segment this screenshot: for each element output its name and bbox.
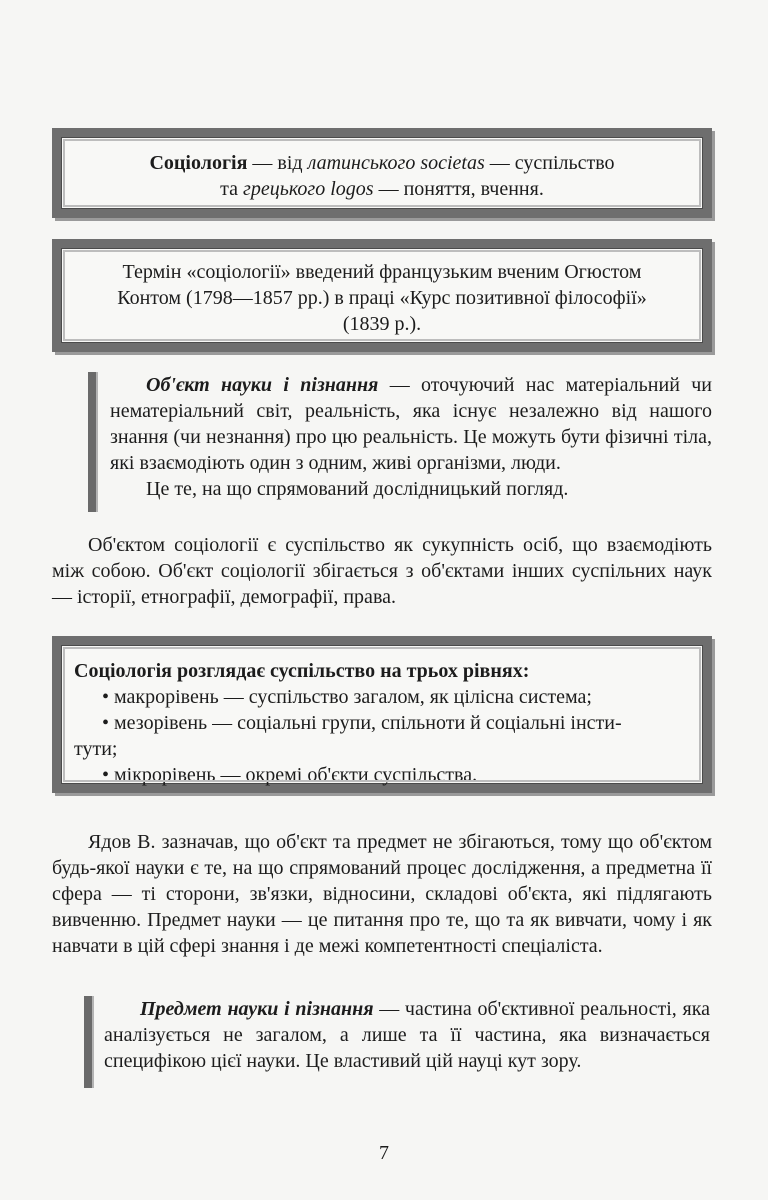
term-sociology: Соціологія bbox=[149, 152, 248, 174]
object-definition-note: Це те, на що спрямований дослідницький погляд. bbox=[146, 478, 569, 500]
object-term: Об'єкт науки і пізнання bbox=[146, 374, 379, 396]
term-origin-line-3: (1839 р.). bbox=[342, 313, 422, 335]
definition-box-term-origin bbox=[52, 239, 712, 352]
page-number: 7 bbox=[379, 1142, 389, 1164]
text-span: — суспільство bbox=[484, 152, 615, 174]
level-item-macro: • макрорівень — суспільство загалом, як цілісна система; bbox=[102, 686, 592, 708]
level-item-meso-continued: тути; bbox=[74, 738, 118, 760]
text-span: — від bbox=[247, 152, 308, 174]
etymology-line-2 bbox=[72, 176, 692, 202]
latin-origin: латинського societas bbox=[307, 152, 485, 174]
subject-definition bbox=[104, 996, 710, 1074]
paragraph-object-vs-subject: Ядов В. зазначав, що об'єкт та предмет не збігаються, тому що об'єктом будь-якої науки є те, на що спрямований процес дослідження, а предметна її сфера — ті сторони, зв'язки, відносини, складові об'єкта, які підлягають вивченню. Предмет науки — це питання про те, що та як вивчати, чому і як навчати в цій сфері знання і де межі компетентності спеціаліста. bbox=[52, 831, 712, 957]
level-item-micro: • мікрорівень — окремі об'єкти суспільства. bbox=[102, 764, 478, 786]
text-span: — поняття, вчення. bbox=[373, 178, 544, 200]
definition-box-etymology bbox=[52, 128, 712, 218]
side-bar-marker bbox=[84, 996, 92, 1088]
etymology-line-1 bbox=[72, 150, 692, 176]
object-definition-text: — оточуючий нас матеріальний чи нематеріальний світ, реальність, яка існує незалежно від нашого знання (чи незнання) про цю реальність. Це можуть бути фізичні тіла, які взаємодіють один з одним, живі організми, люди. bbox=[110, 374, 712, 474]
text-span: та bbox=[220, 178, 244, 200]
subject-term: Предмет науки і пізнання bbox=[140, 998, 374, 1020]
term-origin-line-1: Термін «соціології» введений французьким вченим Огюстом bbox=[122, 261, 642, 283]
paragraph-object-of-sociology: Об'єктом соціології є суспільство як сукупність осіб, що взаємодіють між собою. Об'єкт соціології збігається з об'єктами інших суспільних наук — історії, етнографії, демографії, права. bbox=[52, 534, 712, 608]
level-item-meso: • мезорівень — соціальні групи, спільноти й соціальні інсти- bbox=[102, 712, 622, 734]
subject-definition-text: — частина об'єктивної реальності, яка аналізується не загалом, а лише та її частина, яка визначається специфікою цієї науки. Це властивий цій науці кут зору. bbox=[104, 998, 710, 1072]
term-origin-line-2: Контом (1798—1857 рр.) в праці «Курс позитивної філософії» bbox=[117, 287, 647, 309]
side-bar-marker bbox=[88, 372, 96, 512]
object-definition bbox=[110, 372, 712, 502]
levels-box bbox=[52, 636, 712, 793]
levels-heading: Соціологія розглядає суспільство на трьох рівнях: bbox=[74, 660, 530, 682]
greek-origin: грецького logos bbox=[243, 178, 374, 200]
